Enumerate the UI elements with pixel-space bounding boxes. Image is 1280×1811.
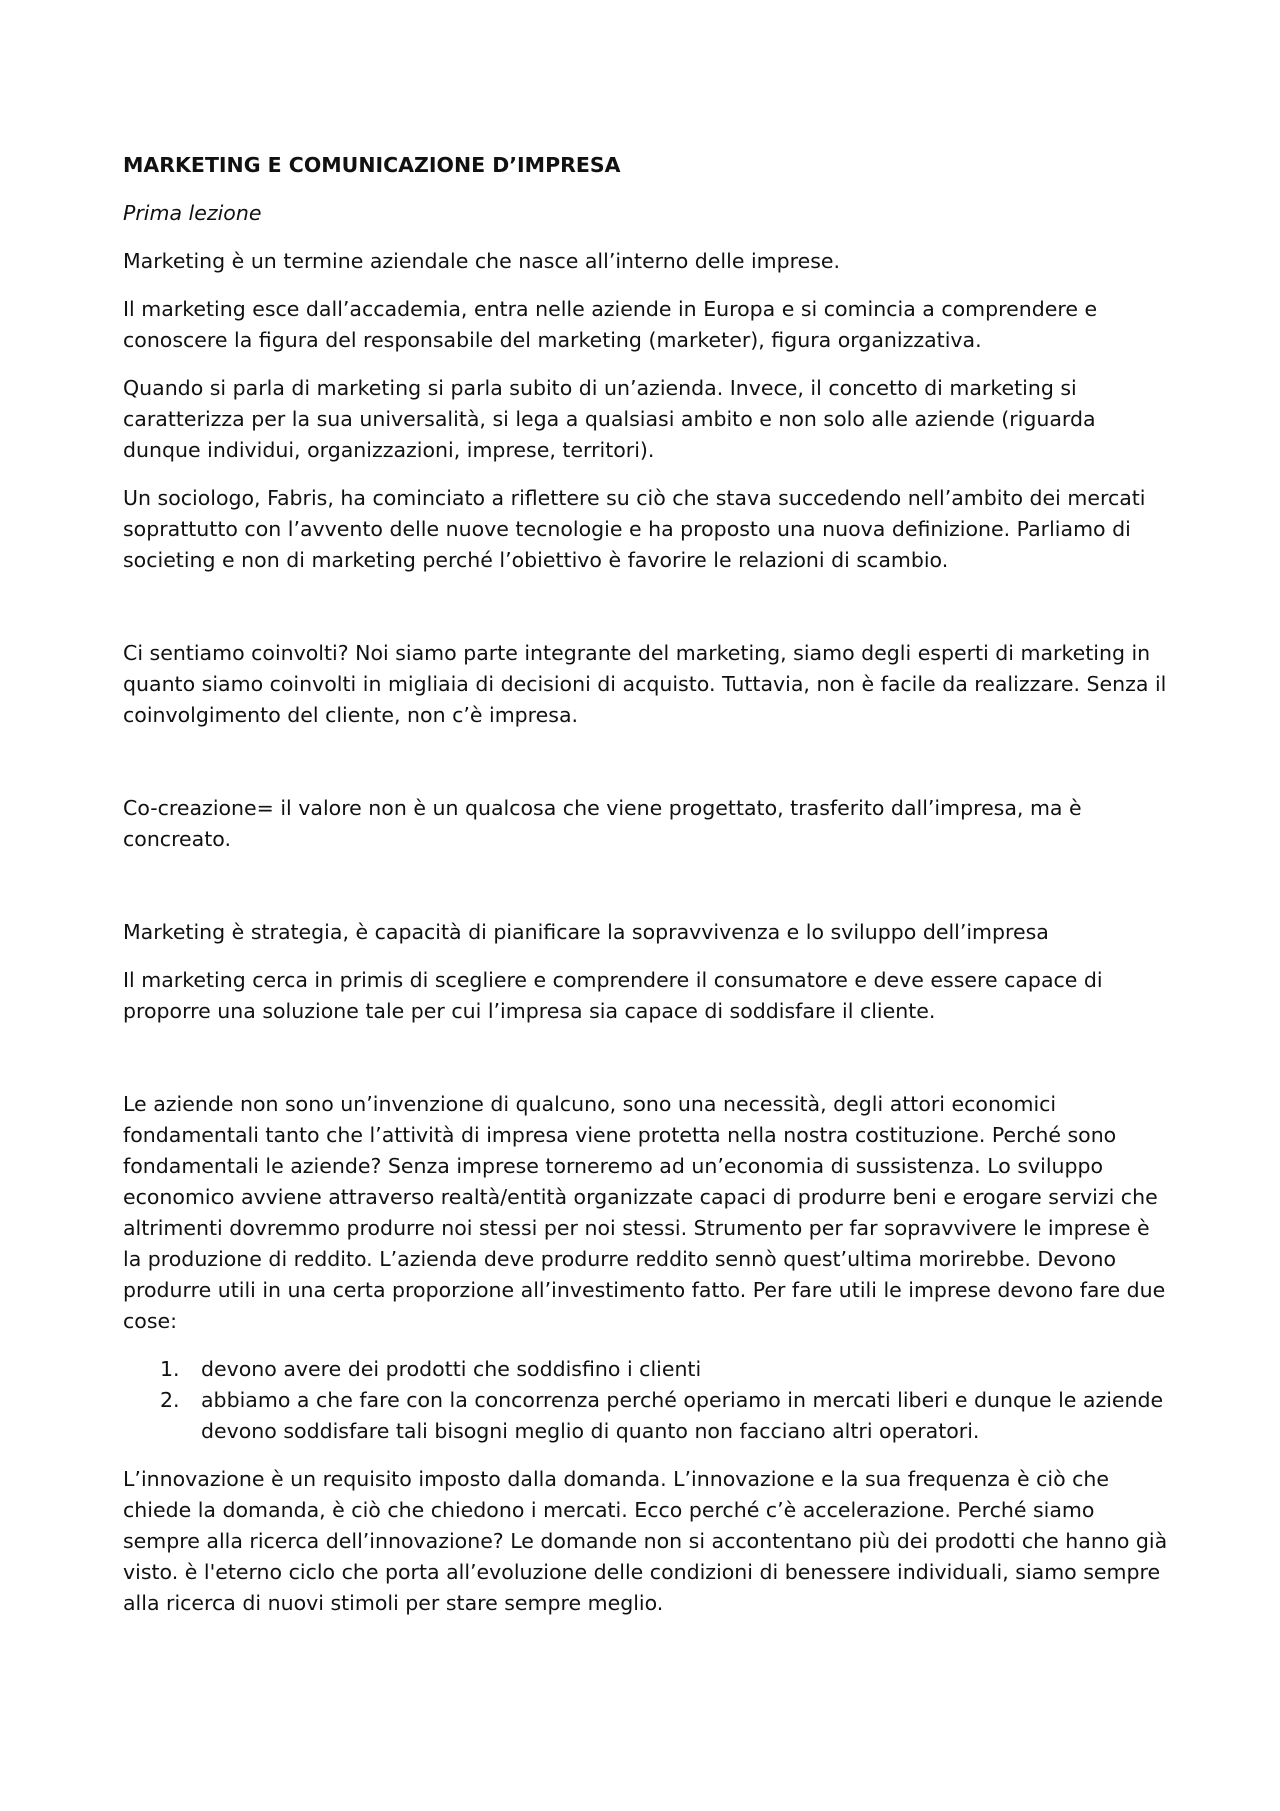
- paragraph: L’innovazione è un requisito imposto dalla domanda. L’innovazione e la sua frequenza è ciò che chiede la domanda, è ciò che chiedono i mercati. Ecco perché c’è accelerazione. Perché siamo sempre alla ricerca dell’innovazione? Le domande non si accontentano più dei prodotti che hanno già visto. è l'eterno ciclo che porta all’evoluzione delle condizioni di benessere individuali, siamo sempre alla ricerca di nuovi stimoli per stare sempre meglio.: [123, 1467, 1168, 1615]
- paragraph: Il marketing cerca in primis di scegliere e comprendere il consumatore e deve essere capace di proporre una soluzione tale per cui l’impresa sia capace di soddisfare il cliente.: [123, 968, 1103, 1023]
- paragraph: Il marketing esce dall’accademia, entra nelle aziende in Europa e si comincia a comprendere e conoscere la figura del responsabile del marketing (marketer), figura organizzativa.: [123, 297, 1098, 352]
- spacer: [123, 748, 1173, 793]
- spacer: [123, 872, 1173, 917]
- list-item-number: 2.: [160, 1388, 180, 1412]
- list-item-text: devono avere dei prodotti che soddisfino i clienti: [201, 1357, 702, 1381]
- list-item: [123, 1354, 1173, 1385]
- numbered-list: [123, 1354, 1173, 1447]
- paragraph: Marketing è strategia, è capacità di pianificare la sopravvivenza e lo sviluppo dell’impresa: [123, 920, 1049, 944]
- list-item: [123, 1385, 1173, 1447]
- list-item-number: 1.: [160, 1357, 180, 1381]
- paragraph: Marketing è un termine aziendale che nasce all’interno delle imprese.: [123, 249, 841, 273]
- spacer: [123, 593, 1173, 638]
- document-subtitle: Prima lezione: [123, 201, 262, 225]
- list-item-text: abbiamo a che fare con la concorrenza perché operiamo in mercati liberi e dunque le aziende devono soddisfare tali bisogni meglio di quanto non facciano altri operatori.: [201, 1388, 1164, 1443]
- document-page: [123, 150, 1173, 1636]
- paragraph: Quando si parla di marketing si parla subito di un’azienda. Invece, il concetto di marketing si caratterizza per la sua universalità, si lega a qualsiasi ambito e non solo alle aziende (riguarda dunque individui, organizzazioni, imprese, territori).: [123, 376, 1096, 462]
- document-title: MARKETING E COMUNICAZIONE D’IMPRESA: [123, 153, 621, 177]
- paragraph: Ci sentiamo coinvolti? Noi siamo parte integrante del marketing, siamo degli esperti di marketing in quanto siamo coinvolti in migliaia di decisioni di acquisto. Tuttavia, non è facile da realizzare. Senza il coinvolgimento del cliente, non c’è impresa.: [123, 641, 1167, 727]
- paragraph: Un sociologo, Fabris, ha cominciato a riflettere su ciò che stava succedendo nell’ambito dei mercati soprattutto con l’avvento delle nuove tecnologie e ha proposto una nuova definizione. Parliamo di societing e non di marketing perché l’obiettivo è favorire le relazioni di scambio.: [123, 486, 1146, 572]
- paragraph: Le aziende non sono un’invenzione di qualcuno, sono una necessità, degli attori economici fondamentali tanto che l’attività di impresa viene protetta nella nostra costituzione. Perché sono fondamentali le aziende? Senza imprese torneremo ad un’economia di sussistenza. Lo sviluppo economico avviene attraverso realtà/entità organizzate capaci di produrre beni e erogare servizi che altrimenti dovremmo produrre noi stessi per noi stessi. Strumento per far sopravvivere le imprese è la produzione di reddito. L’azienda deve produrre reddito sennò quest’ultima morirebbe. Devono produrre utili in una certa proporzione all’investimento fatto. Per fare utili le imprese devono fare due cose:: [123, 1092, 1166, 1333]
- spacer: [123, 1044, 1173, 1089]
- paragraph: Co-creazione= il valore non è un qualcosa che viene progettato, trasferito dall’impresa, ma è concreato.: [123, 796, 1082, 851]
